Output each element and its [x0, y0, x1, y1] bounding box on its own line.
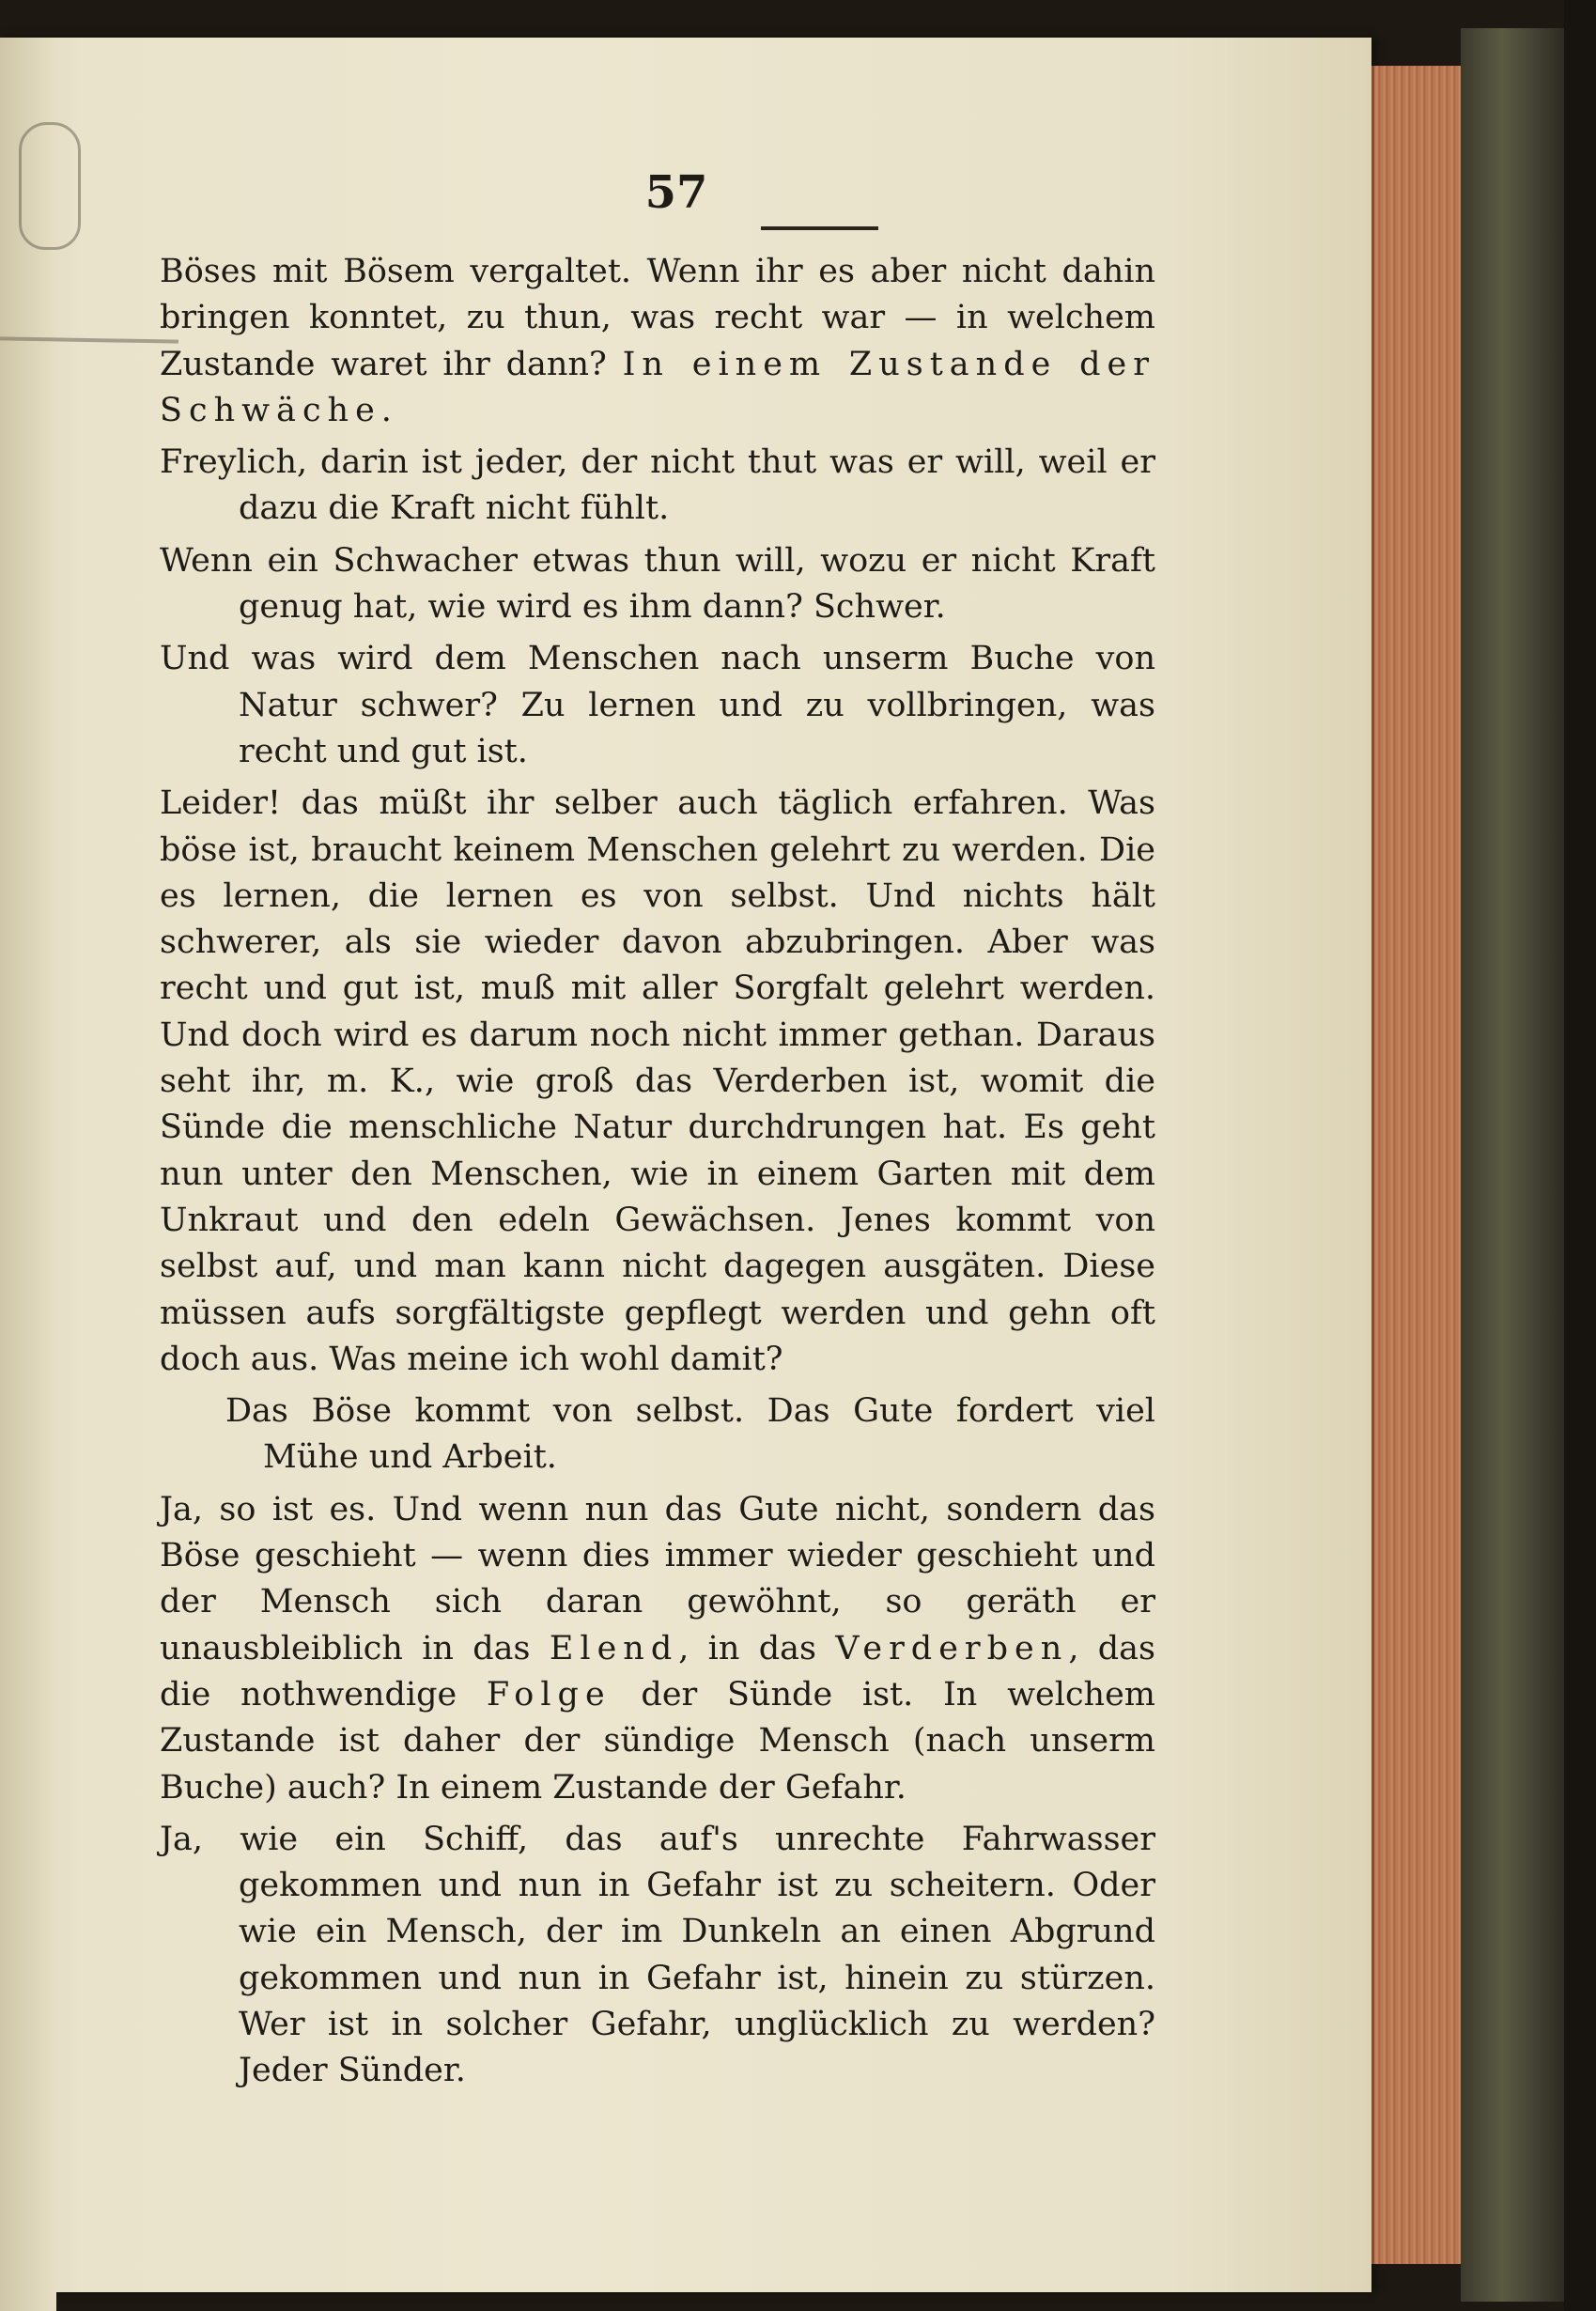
paragraph-7-emphasis-elend: Elend [549, 1629, 679, 1667]
paragraph-1 [160, 249, 1155, 434]
paragraph-1-emphasis: In einem Zustande der Schwäche. [160, 345, 1155, 429]
binding-mark [19, 122, 81, 250]
paragraph-8: Ja, wie ein Schiff, das auf's unrechte Fahrwasser gekommen und nun in Gefahr ist zu scheitern. Oder wie ein Mensch, der im Dunkeln an einen Abgrund gekommen und nun in Gefahr ist, hinein zu stürzen. Wer ist in solcher Gefahr, unglücklich zu werden? Jeder Sünder. [160, 1820, 1155, 2090]
paragraph-5: Leider! das müßt ihr selber auch täglich erfahren. Was böse ist, braucht keinem Menschen gelehrt zu werden. Die es lernen, die lernen es von selbst. Und nichts hält schwerer, als sie wieder davon abzubringen. Aber was recht und gut ist, muß mit aller Sorgfalt gelehrt werden. Und doch wird es darum noch nicht immer gethan. Daraus seht ihr, m. K., wie groß das Verderben ist, womit die Sünde die menschliche Natur durchdrungen hat. Es geht nun unter den Menschen, wie in einem Garten mit dem Unkraut und den edeln Gewächsen. Jenes kommt von selbst auf, und man kann nicht dagegen ausgäten. Diese müssen aufs sorgfältigste gepflegt werden und gehn oft doch aus. Was meine ich wohl damit? [160, 784, 1155, 1378]
page-number: 57 [644, 166, 708, 219]
text-block [160, 164, 1155, 2101]
header-rule [761, 226, 878, 230]
paragraph-7-text-b: , in das [678, 1629, 836, 1667]
paragraph-6: Das Böse kommt von selbst. Das Gute fordert viel Mühe und Arbeit. [225, 1392, 1155, 1477]
paragraph-7-text-a: Ja, so ist es. Und wenn nun das Gute nicht, sondern das Böse geschieht — wenn dies immer wieder geschieht und der Mensch sich daran gewöhnt, so geräth er unausbleiblich in das [160, 1490, 1155, 1667]
paragraph-3: Wenn ein Schwacher etwas thun will, wozu er nicht Kraft genug hat, wie wird es ihm dann? Schwer. [160, 541, 1155, 627]
gutter-shadow [0, 38, 56, 2311]
page-edges [1371, 66, 1464, 2264]
paragraph-2: Freylich, darin ist jeder, der nicht thut was er will, weil er dazu die Kraft nicht fühlt. [160, 443, 1155, 528]
paragraph-4: Und was wird dem Menschen nach unserm Buche von Natur schwer? Zu lernen und zu vollbringen, was recht und gut ist. [160, 640, 1155, 770]
paragraph-7-emphasis-folge: Folge [486, 1675, 612, 1714]
cover-edge [1564, 0, 1596, 2311]
book-cover [1461, 28, 1564, 2302]
paragraph-7 [160, 1487, 1155, 1811]
paragraph-7-text-c: , das die nothwendige [160, 1629, 1155, 1714]
paragraph-7-emphasis-verderben: Verderben [835, 1629, 1069, 1667]
paragraph-1-text: Böses mit Bösem vergaltet. Wenn ihr es aber nicht dahin bringen konntet, zu thun, was recht war — in welchem Zustande waret ihr dann? [160, 253, 1155, 383]
paragraph-7-text-d: der Sünde ist. In welchem Zustande ist daher der sündige Mensch (nach unserm Buche) auch? In einem Zustande der Gefahr. [160, 1675, 1155, 1807]
